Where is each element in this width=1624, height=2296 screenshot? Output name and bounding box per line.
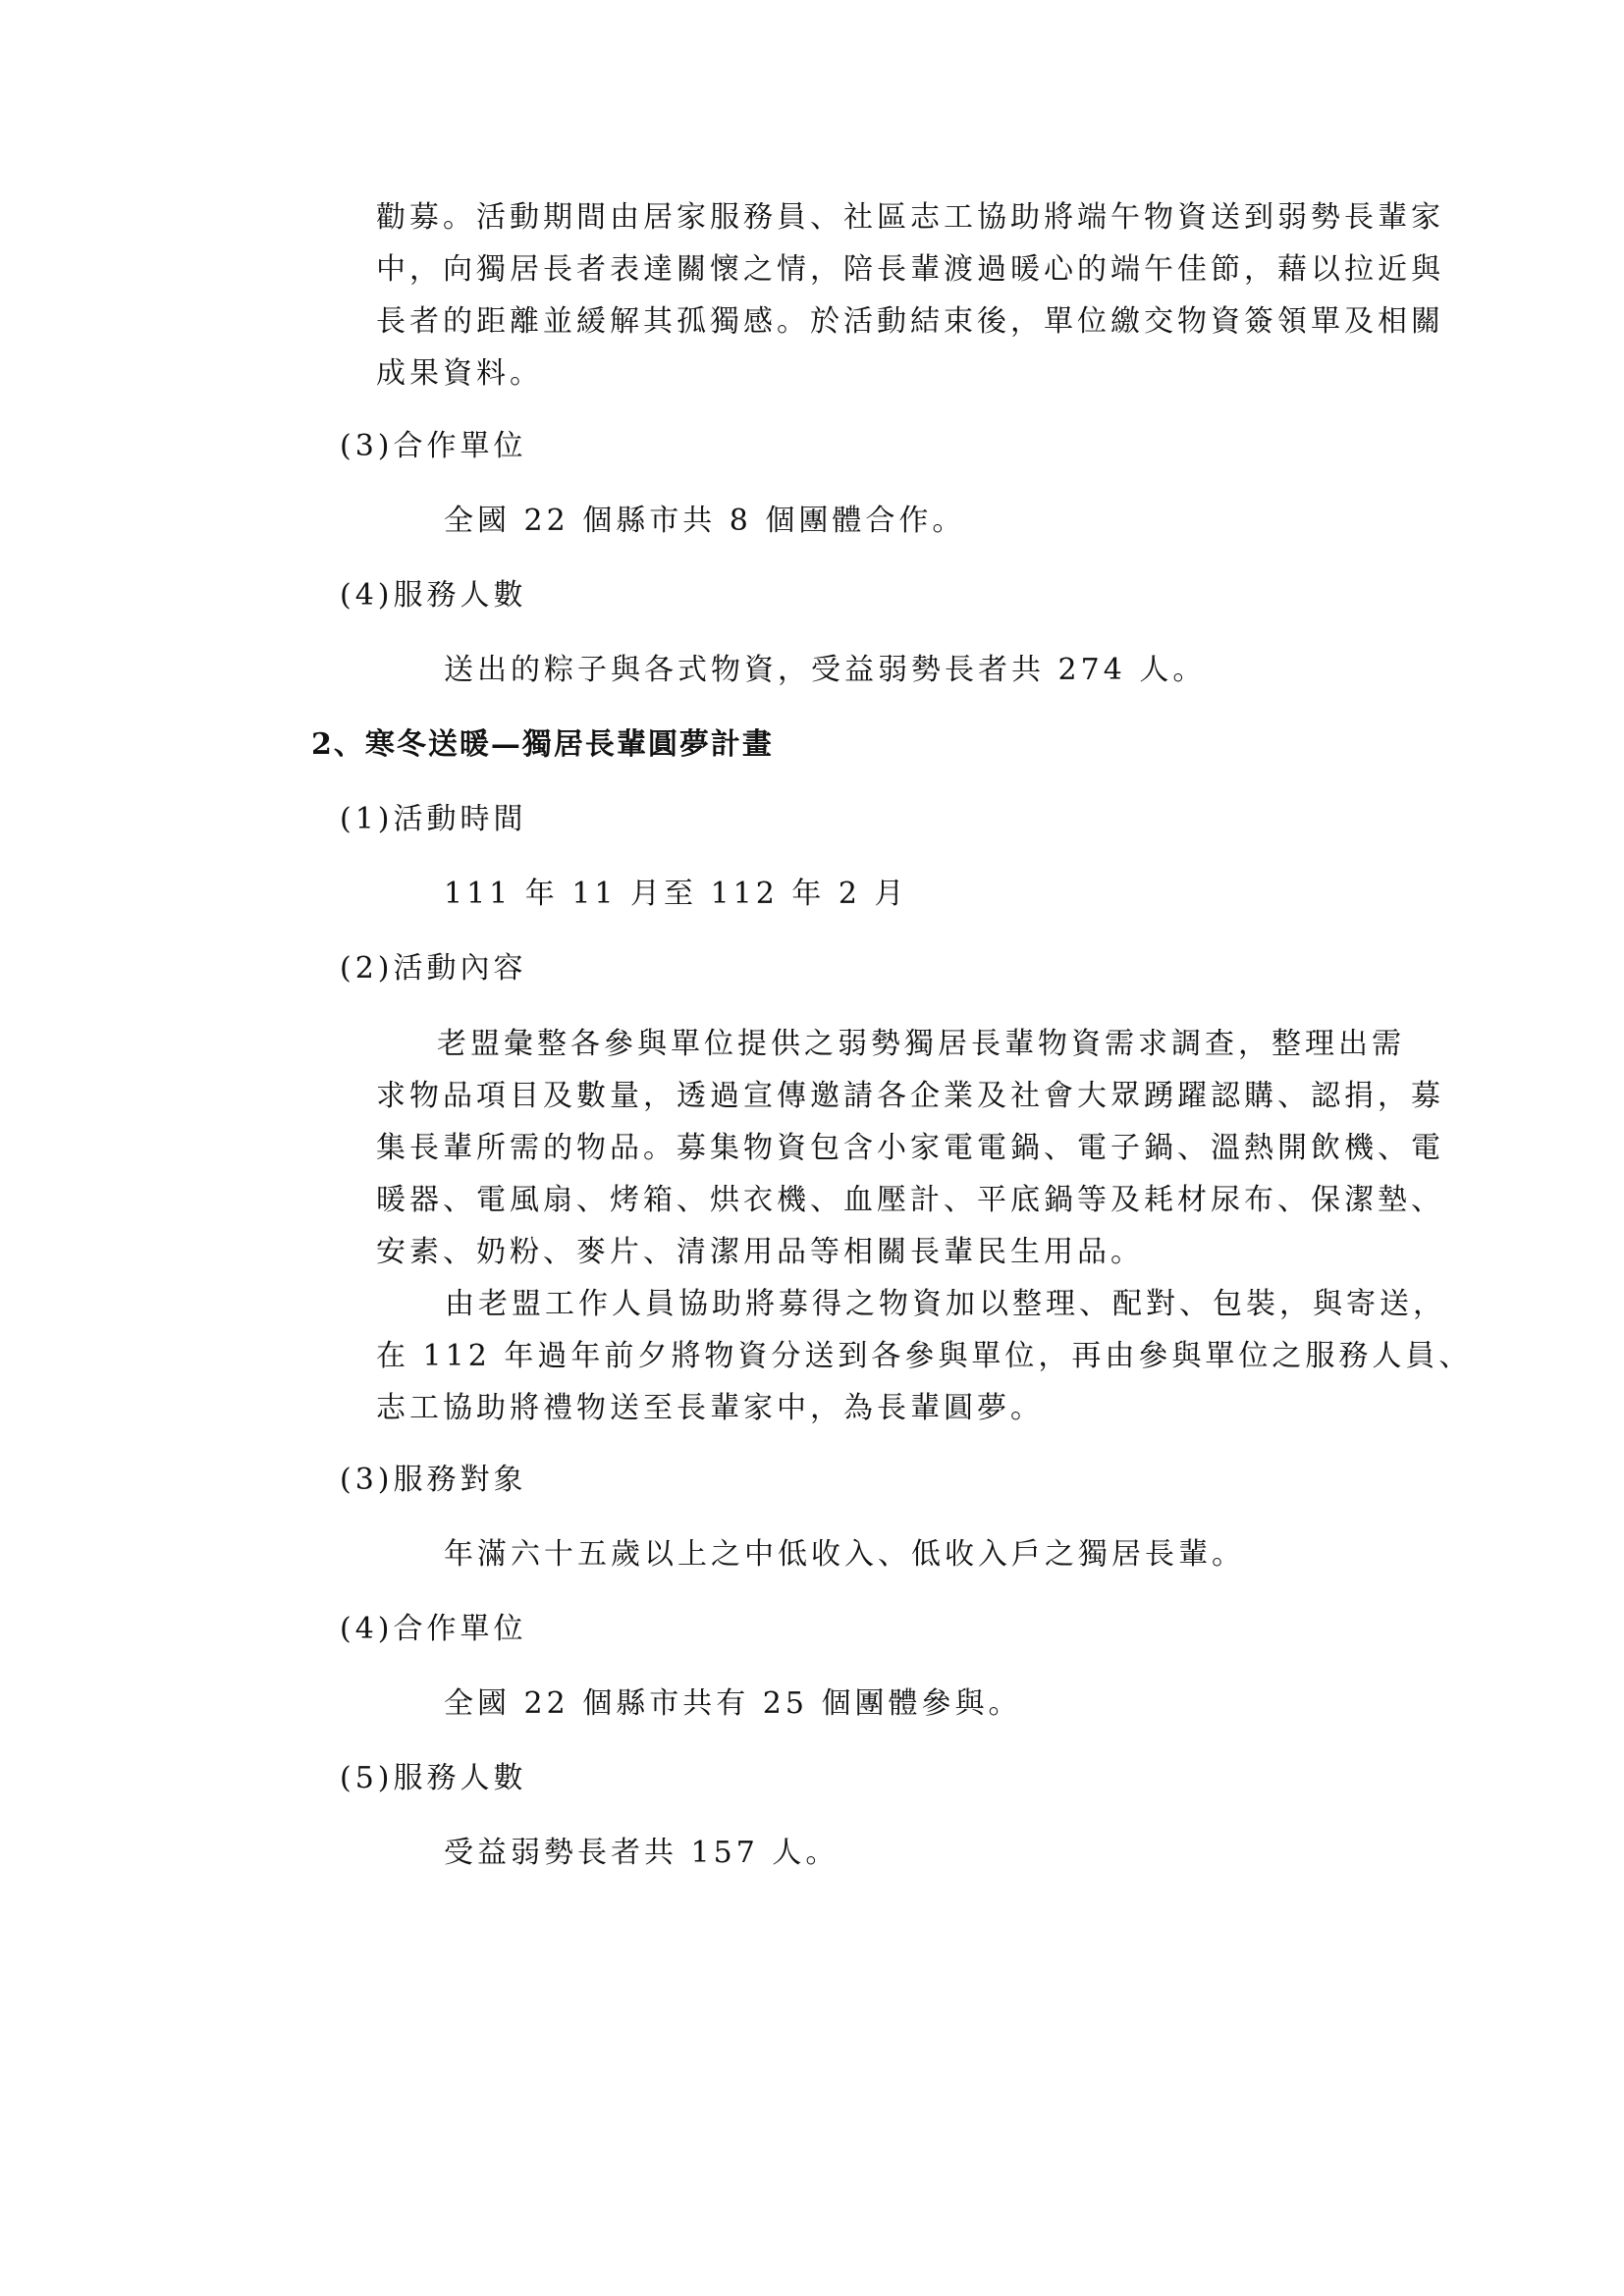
paragraph-line: 安素、奶粉、麥片、清潔用品等相關長輩民生用品。 [376, 1235, 1144, 1269]
content-paragraph-1 [376, 1018, 1444, 1278]
served-text: 受益弱勢長者共 157 人。 [444, 1836, 839, 1870]
target-text: 年滿六十五歲以上之中低收入、低收入戶之獨居長輩。 [444, 1537, 1245, 1572]
served-label: (5)服務人數 [340, 1761, 527, 1795]
paragraph-line: 集長輩所需的物品。募集物資包含小家電電鍋、電子鍋、溫熱開飲機、電 [376, 1131, 1444, 1165]
paragraph-line: 中，向獨居長者表達關懷之情，陪長輩渡過暖心的端午佳節，藉以拉近與 [376, 252, 1444, 287]
s1-partner-label: (3)合作單位 [340, 429, 527, 463]
time-text: 111 年 11 月至 112 年 2 月 [444, 877, 908, 911]
section-2-heading: 2、寒冬送暖—獨居長輩圓夢計畫 [311, 727, 774, 762]
s1-served-label: (4)服務人數 [340, 578, 527, 613]
paragraph-line: 勸募。活動期間由居家服務員、社區志工協助將端午物資送到弱勢長輩家 [376, 200, 1444, 235]
paragraph-line: 求物品項目及數量，透過宣傳邀請各企業及社會大眾踴躍認購、認捐，募 [376, 1079, 1444, 1113]
partner-label: (4)合作單位 [340, 1612, 527, 1646]
paragraph-line: 由老盟工作人員協助將募得之物資加以整理、配對、包裝，與寄送， [445, 1287, 1446, 1321]
time-label: (1)活動時間 [340, 802, 527, 836]
content-paragraph-2 [376, 1278, 1472, 1434]
paragraph-line: 成果資料。 [376, 356, 543, 391]
continuation-paragraph [376, 191, 1444, 400]
content-label: (2)活動內容 [340, 951, 527, 986]
s1-partner-text: 全國 22 個縣市共 8 個團體合作。 [444, 504, 966, 538]
paragraph-line: 在 112 年過年前夕將物資分送到各參與單位，再由參與單位之服務人員、 [376, 1339, 1473, 1373]
paragraph-line: 老盟彙整各參與單位提供之弱勢獨居長輩物資需求調查，整理出需 [437, 1027, 1405, 1061]
target-label: (3)服務對象 [340, 1463, 527, 1497]
paragraph-line: 志工協助將禮物送至長輩家中，為長輩圓夢。 [376, 1391, 1044, 1425]
partner-text: 全國 22 個縣市共有 25 個團體參與。 [444, 1686, 1022, 1721]
paragraph-line: 暖器、電風扇、烤箱、烘衣機、血壓計、平底鍋等及耗材尿布、保潔墊、 [376, 1183, 1444, 1217]
paragraph-line: 長者的距離並緩解其孤獨感。於活動結束後，單位繳交物資簽領單及相關 [376, 304, 1444, 339]
s1-served-text: 送出的粽子與各式物資，受益弱勢長者共 274 人。 [444, 653, 1207, 687]
